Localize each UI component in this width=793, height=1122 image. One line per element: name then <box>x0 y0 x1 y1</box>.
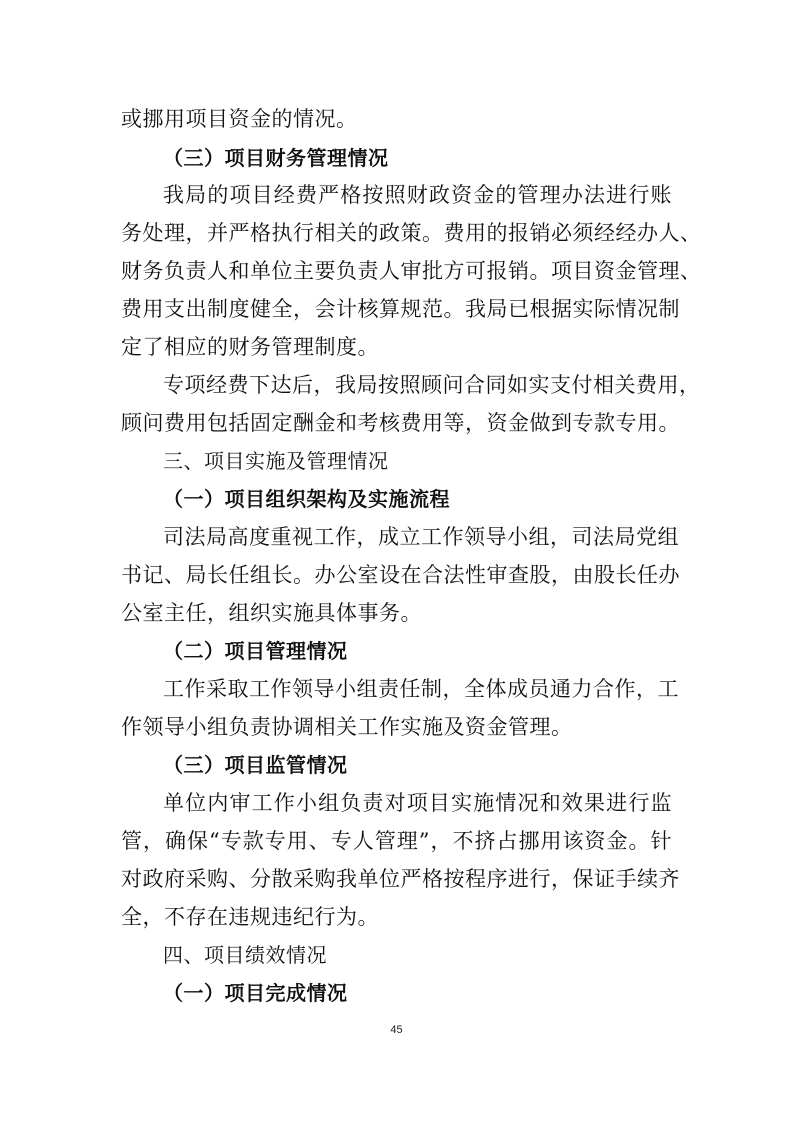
paragraph-first-line: 单位内审工作小组负责对项目实施情况和效果进行监 <box>163 791 672 815</box>
body-line: 费用支出制度健全，会计核算规范。我局已根据实际情况制 <box>121 297 680 321</box>
section-heading: （三）项目监管情况 <box>163 753 348 777</box>
page-number: 45 <box>390 1024 403 1036</box>
section-heading: （一）项目组织架构及实施流程 <box>163 487 450 511</box>
body-line: 顾问费用包括固定酬金和考核费用等，资金做到专款专用。 <box>121 411 680 435</box>
body-line: 务处理，并严格执行相关的政策。费用的报销必须经经办人、 <box>121 221 702 245</box>
paragraph-first-line: 我局的项目经费严格按照财政资金的管理办法进行账 <box>163 183 672 207</box>
chapter-heading: 三、项目实施及管理情况 <box>163 449 389 473</box>
body-line: 定了相应的财务管理制度。 <box>121 335 379 359</box>
body-line: 全，不存在违规违纪行为。 <box>121 905 379 929</box>
body-line: 作领导小组负责协调相关工作实施及资金管理。 <box>121 715 573 739</box>
paragraph-first-line: 专项经费下达后，我局按照顾问合同如实支付相关费用， <box>163 373 701 397</box>
body-line: 管，确保“专款专用、专人管理”，不挤占挪用该资金。针 <box>121 829 672 853</box>
body-line: 财务负责人和单位主要负责人审批方可报销。项目资金管理、 <box>121 259 702 283</box>
body-line: 公室主任，组织实施具体事务。 <box>121 601 422 625</box>
chapter-heading: 四、项目绩效情况 <box>163 943 327 967</box>
body-line: 书记、局长任组长。办公室设在合法性审查股，由股长任办 <box>121 563 680 587</box>
body-line: 对政府采购、分散采购我单位严格按程序进行，保证手续齐 <box>121 867 680 891</box>
body-line: 或挪用项目资金的情况。 <box>121 107 358 131</box>
paragraph-first-line: 司法局高度重视工作，成立工作领导小组，司法局党组 <box>163 525 679 549</box>
section-heading: （三）项目财务管理情况 <box>163 146 389 170</box>
section-heading: （二）项目管理情况 <box>163 639 348 663</box>
section-heading: （一）项目完成情况 <box>163 981 348 1005</box>
paragraph-first-line: 工作采取工作领导小组责任制，全体成员通力合作，工 <box>163 677 679 701</box>
